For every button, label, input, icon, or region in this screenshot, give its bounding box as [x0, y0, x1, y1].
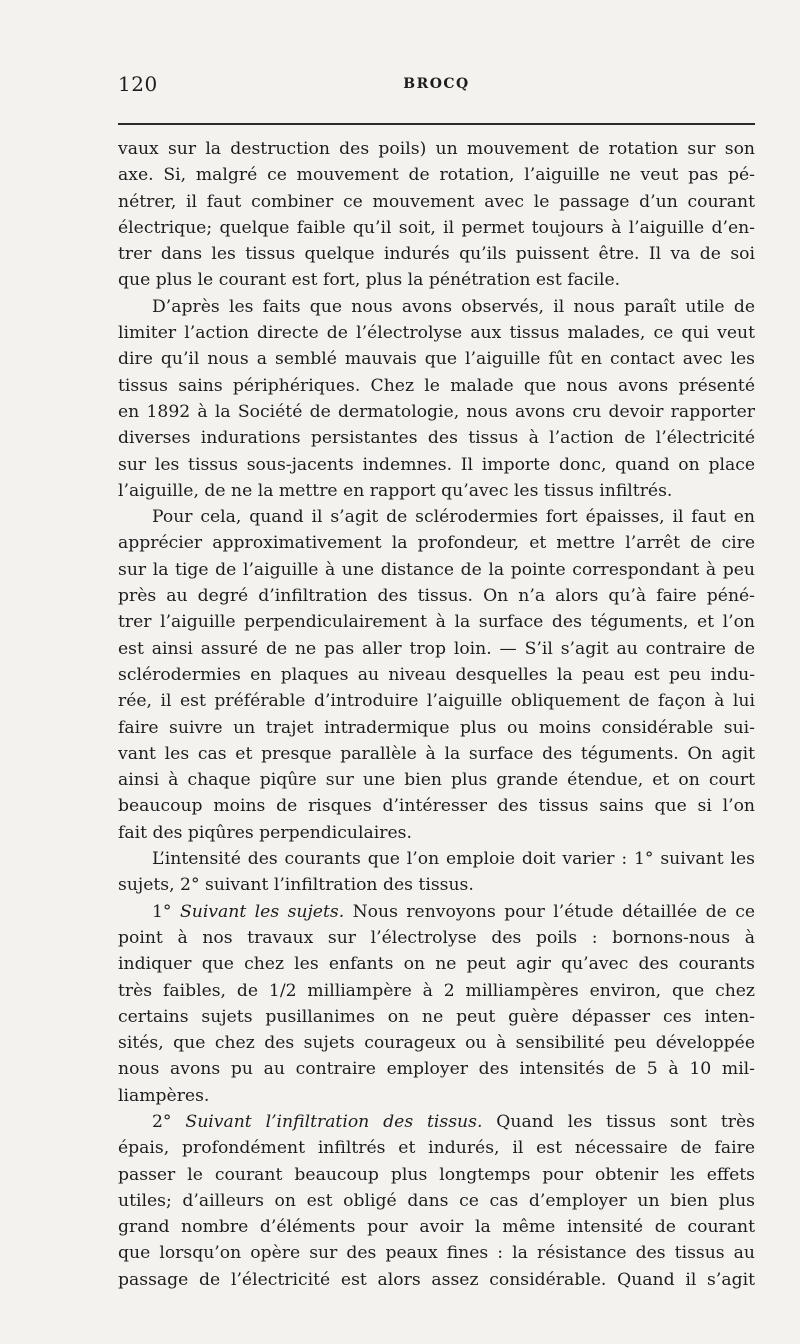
text-line: grand nombre d’éléments pour avoir la même intensité de courant: [118, 1217, 755, 1238]
text-line: tissus sains périphériques. Chez le malade que nous avons présenté: [118, 375, 755, 396]
header-rule: [118, 123, 755, 125]
line-text: Nous renvoyons pour l’étude détaillée de ce: [344, 901, 755, 922]
text-line: épais, profondément infiltrés et indurés, il est nécessaire de faire: [118, 1138, 755, 1159]
body-text: [118, 136, 755, 1293]
text-line: sclérodermies en plaques au niveau desquelles la peau est peu indu-: [118, 664, 755, 685]
text-line: liampères.: [118, 1085, 210, 1106]
text-line: vaux sur la destruction des poils) un mouvement de rotation sur son: [118, 139, 755, 159]
text-line: passer le courant beaucoup plus longtemps pour obtenir les effets: [118, 1164, 755, 1185]
enumeration-number: 1°: [152, 901, 180, 922]
text-line: nous avons pu au contraire employer des intensités de 5 à 10 mil-: [118, 1059, 755, 1080]
text-line: électrique; quelque faible qu’il soit, il permet toujours à l’aiguille d’en-: [118, 217, 755, 238]
enumeration-number: 2°: [152, 1111, 186, 1132]
text-line: axe. Si, malgré ce mouvement de rotation, l’aiguille ne veut pas pé-: [118, 165, 755, 186]
text-line: près au degré d’infiltration des tissus. On n’a alors qu’à faire péné-: [118, 586, 755, 607]
page-header: [118, 72, 755, 102]
text-line: Pour cela, quand il s’agit de sclérodermies fort épaisses, il faut en: [152, 507, 755, 528]
text-line: beaucoup moins de risques d’intéresser des tissus sains que si l’on: [118, 796, 755, 817]
text-line: sujets, 2° suivant l’infiltration des tissus.: [118, 875, 474, 896]
text-line: dire qu’il nous a semblé mauvais que l’aiguille fût en contact avec les: [118, 349, 755, 370]
text-line: apprécier approximativement la profondeur, et mettre l’arrêt de cire: [118, 533, 755, 554]
text-line: très faibles, de 1/2 milliampère à 2 milliampères environ, que chez: [118, 980, 755, 1001]
text-line: en 1892 à la Société de dermatologie, nous avons cru devoir rapporter: [118, 401, 755, 422]
text-line: diverses indurations persistantes des tissus à l’action de l’électricité: [118, 428, 755, 449]
italic-heading: Suivant l’infiltration des tissus.: [185, 1111, 483, 1132]
text-line: [118, 899, 755, 925]
text-line: trer dans les tissus quelque indurés qu’ils puissent être. Il va de soi: [118, 244, 755, 265]
text-line: D’après les faits que nous avons observés, il nous paraît utile de: [152, 296, 755, 317]
text-line: sur la tige de l’aiguille à une distance de la pointe correspondant à peu: [118, 559, 755, 580]
text-line: faire suivre un trajet intradermique plus ou moins considérable sui-: [118, 717, 755, 738]
text-line: fait des piqûres perpendiculaires.: [118, 822, 412, 843]
text-line: que lorsqu’on opère sur des peaux fines : la résistance des tissus au: [118, 1243, 755, 1264]
text-line: nétrer, il faut combiner ce mouvement avec le passage d’un courant: [118, 191, 755, 212]
text-line: point à nos travaux sur l’électrolyse des poils : bornons-nous à: [118, 927, 755, 948]
text-line: indiquer que chez les enfants on ne peut agir qu’avec des courants: [118, 954, 755, 975]
text-line: sur les tissus sous-jacents indemnes. Il importe donc, quand on place: [118, 454, 755, 475]
text-line: que plus le courant est fort, plus la pénétration est facile.: [118, 270, 621, 291]
text-line: l’aiguille, de ne la mettre en rapport qu’avec les tissus infiltrés.: [118, 480, 673, 501]
text-line: passage de l’électricité est alors assez considérable. Quand il s’agit: [118, 1269, 755, 1290]
text-line: utiles; d’ailleurs on est obligé dans ce cas d’employer un bien plus: [118, 1190, 755, 1211]
text-line: sités, que chez des sujets courageux ou à sensibilité peu développée: [118, 1033, 755, 1054]
text-line: ainsi à chaque piqûre sur une bien plus grande étendue, et on court: [118, 770, 755, 791]
text-line: est ainsi assuré de ne pas aller trop loin. — S’il s’agit au contraire de: [118, 638, 755, 659]
line-text: Quand les tissus sont très: [482, 1111, 755, 1132]
text-line: [118, 1109, 755, 1135]
running-head: BROCQ: [403, 76, 470, 92]
italic-heading: Suivant les sujets.: [179, 901, 345, 922]
text-line: L’intensité des courants que l’on emploie doit varier : 1° suivant les: [152, 849, 755, 870]
text-line: trer l’aiguille perpendiculairement à la surface des téguments, et l’on: [118, 612, 755, 633]
text-line: vant les cas et presque parallèle à la surface des téguments. On agit: [118, 743, 755, 764]
text-line: certains sujets pusillanimes on ne peut guère dépasser ces inten-: [118, 1006, 755, 1027]
page-number: 120: [118, 72, 158, 96]
text-line: rée, il est préférable d’introduire l’aiguille obliquement de façon à lui: [118, 691, 755, 712]
text-line: limiter l’action directe de l’électrolyse aux tissus malades, ce qui veut: [118, 323, 755, 344]
